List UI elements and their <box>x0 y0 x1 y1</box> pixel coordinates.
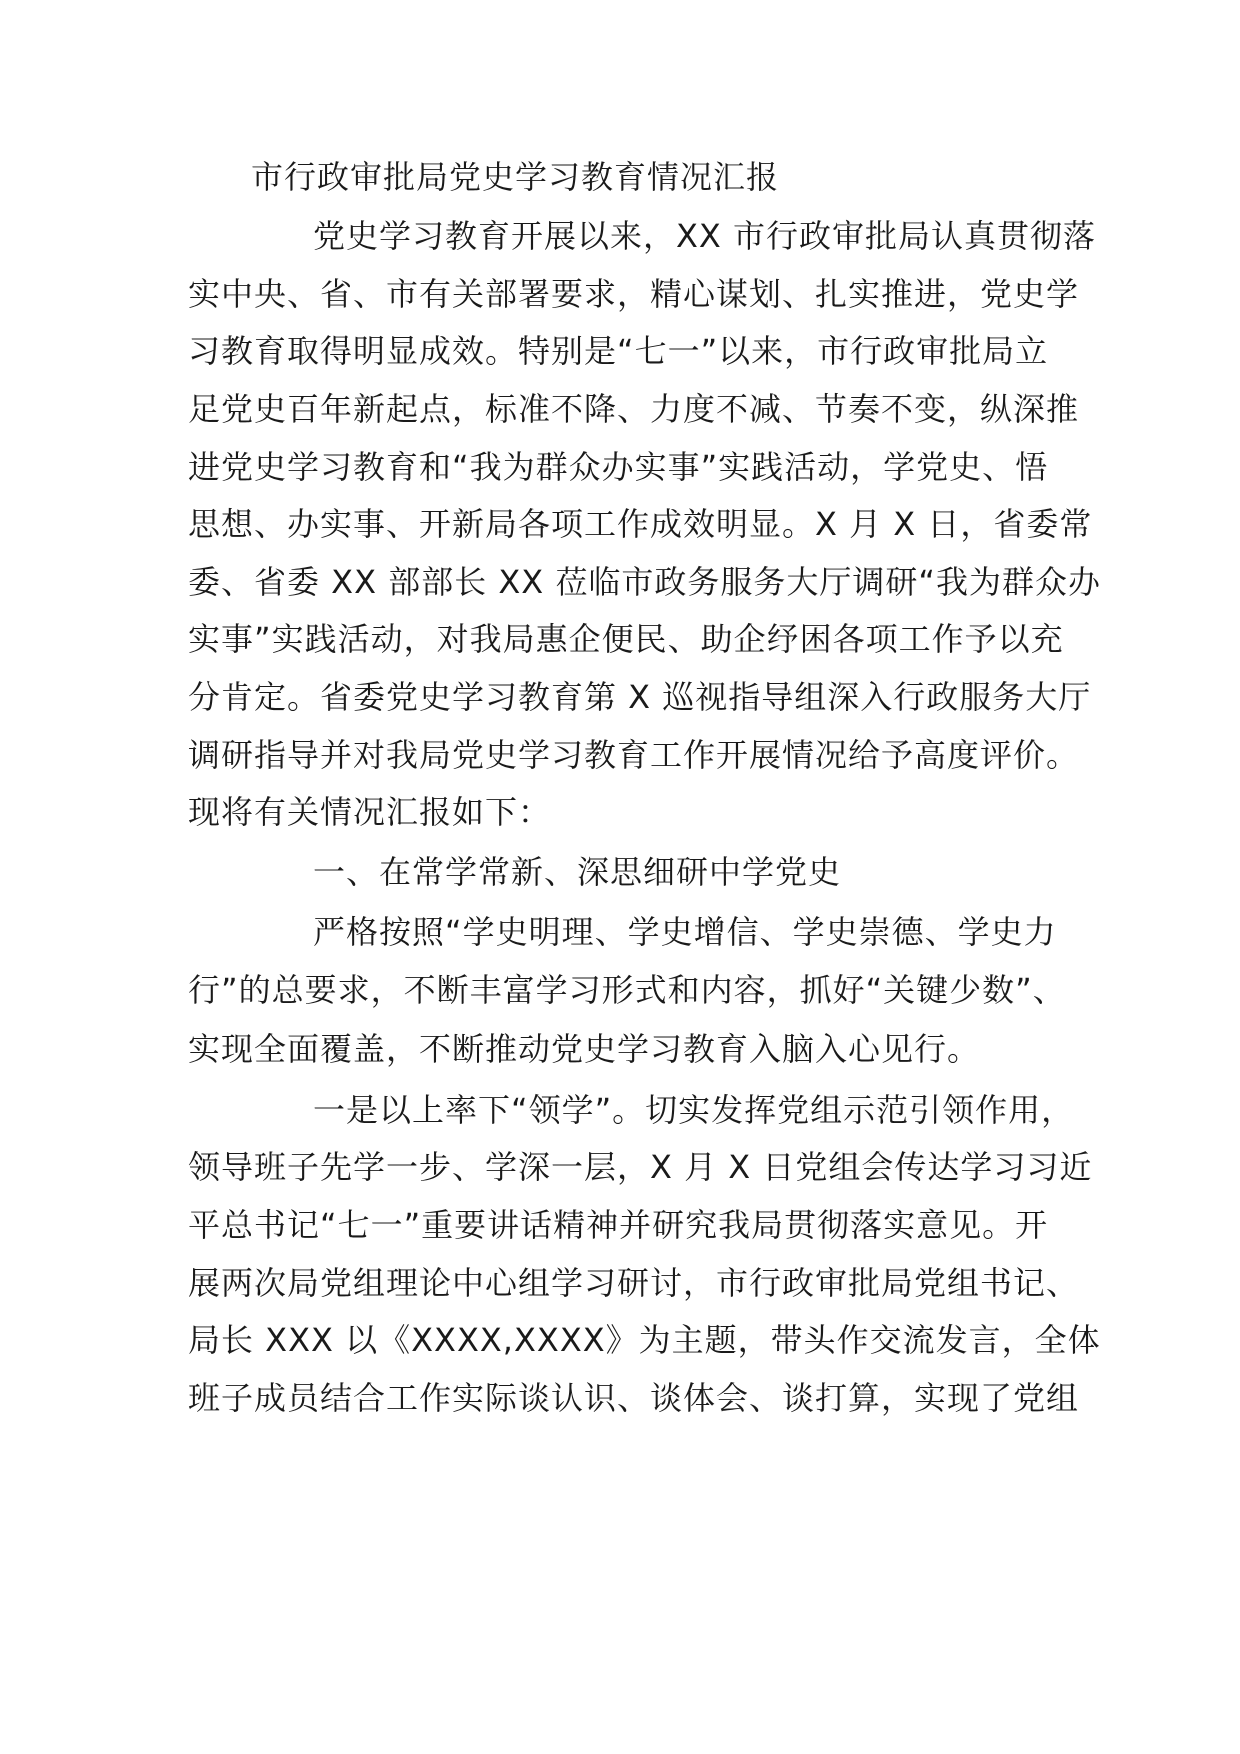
paragraph-line: 现将有关情况汇报如下： <box>188 793 552 831</box>
paragraph-line: 实事”实践活动，对我局惠企便民、助企纾困各项工作予以充 <box>188 620 1064 658</box>
paragraph-line: 班子成员结合工作实际谈认识、谈体会、谈打算，实现了党组 <box>188 1379 1080 1417</box>
paragraph-line: 严格按照“学史明理、学史增信、学史崇德、学史力 <box>313 913 1057 951</box>
paragraph-line: 展两次局党组理论中心组学习研讨，市行政审批局党组书记、 <box>188 1264 1080 1302</box>
paragraph-line: 局长 XXX 以《XXXX,XXXX》为主题，带头作交流发言，全体 <box>188 1321 1101 1359</box>
paragraph-line: 行”的总要求，不断丰富学习形式和内容，抓好“关键少数”、 <box>188 971 1066 1009</box>
paragraph-line: 习教育取得明显成效。特别是“七一”以来，市行政审批局立 <box>188 332 1049 370</box>
paragraph-line: 进党史学习教育和“我为群众办实事”实践活动，学党史、悟 <box>188 448 1049 486</box>
paragraph-line: 实中央、省、市有关部署要求，精心谋划、扎实推进，党史学 <box>188 275 1080 313</box>
paragraph-line: 调研指导并对我局党史学习教育工作开展情况给予高度评价。 <box>188 736 1080 774</box>
paragraph-line: 委、省委 XX 部部长 XX 莅临市政务服务大厅调研“我为群众办 <box>188 563 1101 601</box>
paragraph-line: 实现全面覆盖，不断推动党史学习教育入脑入心见行。 <box>188 1030 981 1068</box>
paragraph-line: 分肯定。省委党史学习教育第 X 巡视指导组深入行政服务大厅 <box>188 678 1092 716</box>
paragraph-line: 领导班子先学一步、学深一层，X 月 X 日党组会传达学习习近 <box>188 1148 1093 1186</box>
section-heading: 一、在常学常新、深思细研中学党史 <box>313 853 842 891</box>
paragraph-line: 足党史百年新起点，标准不降、力度不减、节奏不变，纵深推 <box>188 390 1080 428</box>
paragraph-line: 一是以上率下“领学”。切实发挥党组示范引领作用， <box>313 1091 1075 1129</box>
paragraph-line: 思想、办实事、开新局各项工作成效明显。X 月 X 日，省委常 <box>188 505 1093 543</box>
paragraph-line: 党史学习教育开展以来，XX 市行政审批局认真贯彻落 <box>313 217 1097 255</box>
paragraph-line: 平总书记“七一”重要讲话精神并研究我局贯彻落实意见。开 <box>188 1206 1049 1244</box>
document-title: 市行政审批局党史学习教育情况汇报 <box>251 158 780 196</box>
